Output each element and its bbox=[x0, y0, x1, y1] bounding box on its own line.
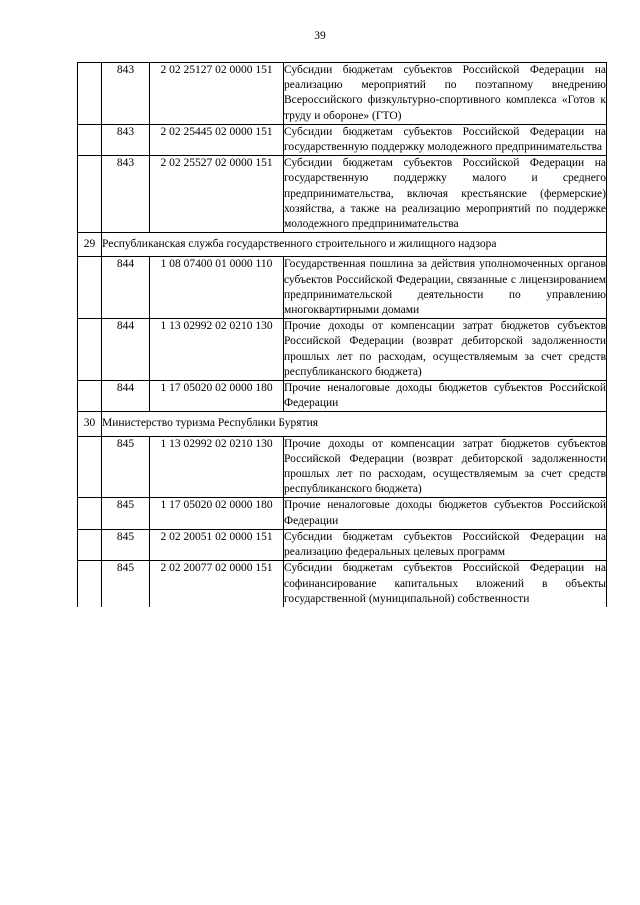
row-number bbox=[78, 257, 102, 319]
admin-code: 844 bbox=[102, 381, 150, 412]
admin-code: 845 bbox=[102, 498, 150, 529]
row-number bbox=[78, 498, 102, 529]
revenue-description: Государственная пошлина за действия уполномоченных органов субъектов Российской Федерации, связанные с лицензированием предпринимательской деятельности по управлению многоквартирными домами bbox=[284, 257, 607, 319]
row-number bbox=[78, 319, 102, 381]
row-number bbox=[78, 124, 102, 155]
revenue-code: 2 02 20077 02 0000 151 bbox=[150, 561, 284, 607]
row-number bbox=[78, 156, 102, 233]
row-number bbox=[78, 381, 102, 412]
page-number: 39 bbox=[314, 30, 326, 42]
table-row bbox=[78, 561, 607, 607]
section-title: Министерство туризма Республики Бурятия bbox=[102, 412, 607, 436]
revenue-description: Субсидии бюджетам субъектов Российской Федерации на государственную поддержку молодежного предпринимательства bbox=[284, 124, 607, 155]
revenue-description: Субсидии бюджетам субъектов Российской Федерации на реализацию мероприятий по поэтапному внедрению Всероссийского физкультурно-спортивного комплекса «Готов к труду и обороне» (ГТО) bbox=[284, 63, 607, 125]
revenue-description: Прочие доходы от компенсации затрат бюджетов субъектов Российской Федерации (возврат дебиторской задолженности прошлых лет по расходам, осуществляемым за счет средств республиканского бюджета) bbox=[284, 436, 607, 498]
revenue-description: Прочие доходы от компенсации затрат бюджетов субъектов Российской Федерации (возврат дебиторской задолженности прошлых лет по расходам, осуществляемым за счет средств республиканского бюджета) bbox=[284, 319, 607, 381]
row-number bbox=[78, 561, 102, 607]
revenue-code: 2 02 25127 02 0000 151 bbox=[150, 63, 284, 125]
table-row bbox=[78, 124, 607, 155]
revenue-description: Субсидии бюджетам субъектов Российской Федерации на реализацию федеральных целевых программ bbox=[284, 529, 607, 560]
revenue-code: 2 02 25445 02 0000 151 bbox=[150, 124, 284, 155]
admin-code: 845 bbox=[102, 529, 150, 560]
revenue-code: 1 08 07400 01 0000 110 bbox=[150, 257, 284, 319]
revenue-description: Субсидии бюджетам субъектов Российской Федерации на государственную поддержку малого и среднего предпринимательства, включая крестьянские (фермерские) хозяйства, а также на реализацию мероприятий по поддержке молодежного предпринимательства bbox=[284, 156, 607, 233]
revenue-code: 1 17 05020 02 0000 180 bbox=[150, 498, 284, 529]
revenue-code: 2 02 25527 02 0000 151 bbox=[150, 156, 284, 233]
table-row bbox=[78, 498, 607, 529]
revenue-description: Прочие неналоговые доходы бюджетов субъектов Российской Федерации bbox=[284, 498, 607, 529]
admin-code: 843 bbox=[102, 63, 150, 125]
admin-code: 845 bbox=[102, 561, 150, 607]
section-row bbox=[78, 233, 607, 257]
admin-code: 843 bbox=[102, 124, 150, 155]
section-title: Республиканская служба государственного строительного и жилищного надзора bbox=[102, 233, 607, 257]
table-row bbox=[78, 381, 607, 412]
table-row bbox=[78, 436, 607, 498]
table-row bbox=[78, 156, 607, 233]
admin-code: 844 bbox=[102, 257, 150, 319]
revenue-code: 1 17 05020 02 0000 180 bbox=[150, 381, 284, 412]
table-row bbox=[78, 529, 607, 560]
row-number bbox=[78, 529, 102, 560]
section-number: 30 bbox=[78, 412, 102, 436]
revenue-administrators-table bbox=[77, 62, 607, 607]
row-number bbox=[78, 436, 102, 498]
row-number bbox=[78, 63, 102, 125]
admin-code: 844 bbox=[102, 319, 150, 381]
admin-code: 845 bbox=[102, 436, 150, 498]
revenue-code: 1 13 02992 02 0210 130 bbox=[150, 319, 284, 381]
table-row bbox=[78, 63, 607, 125]
admin-code: 843 bbox=[102, 156, 150, 233]
revenue-code: 1 13 02992 02 0210 130 bbox=[150, 436, 284, 498]
revenue-code: 2 02 20051 02 0000 151 bbox=[150, 529, 284, 560]
revenue-description: Субсидии бюджетам субъектов Российской Федерации на софинансирование капитальных вложений в объекты государственной (муниципальной) собственности bbox=[284, 561, 607, 607]
revenue-description: Прочие неналоговые доходы бюджетов субъектов Российской Федерации bbox=[284, 381, 607, 412]
section-number: 29 bbox=[78, 233, 102, 257]
table-row bbox=[78, 257, 607, 319]
section-row bbox=[78, 412, 607, 436]
table-row bbox=[78, 319, 607, 381]
